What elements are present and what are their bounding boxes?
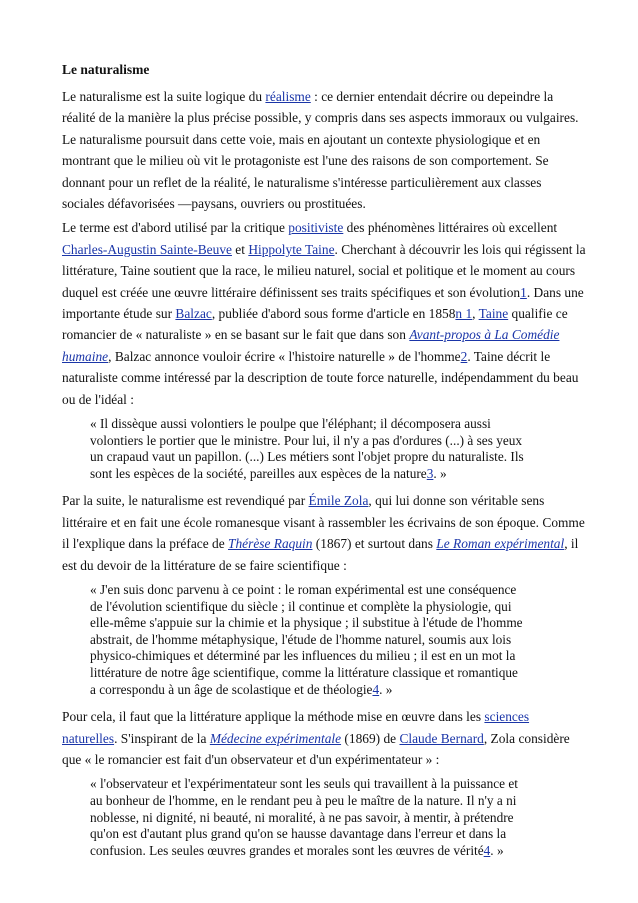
quote-line: au bonheur de l'homme, en le rendant peu à peu le maître de la nature. Il n'y a ni	[90, 793, 517, 809]
text: a correspondu à un âge de scolastique et de théologie	[90, 681, 373, 697]
text: . S'inspirant de la	[114, 730, 210, 746]
text: Pour cela, il faut que la littérature applique la méthode mise en œuvre dans les	[62, 709, 485, 725]
text: . »	[379, 681, 393, 697]
quote-line: noblesse, ni dignité, ni beauté, ni moralité, à ne pas savoir, à mentir, à prétendre	[90, 809, 514, 825]
paragraph-methode	[62, 706, 586, 770]
text: des phénomènes littéraires où excellent	[343, 220, 558, 236]
quote-zola-observateur	[90, 776, 586, 859]
link-positiviste[interactable]: positiviste	[288, 220, 344, 236]
link-avant-propos[interactable]: Avant-propos à La Comédie humaine	[62, 327, 560, 364]
quote-line: « J'en suis donc parvenu à ce point : le roman expérimental est une conséquence	[90, 582, 517, 598]
link-therese-raquin[interactable]: Thérèse Raquin	[228, 536, 313, 552]
text: (1869) de	[341, 730, 400, 746]
text: sont les espèces de la société, pareilles aux espèces de la nature	[90, 465, 427, 481]
link-sciences-naturelles[interactable]: sciences naturelles	[62, 709, 530, 746]
quote-line: un crapaud vaut un papillon. (...) Les métiers sont l'objet propre du naturaliste. Ils	[90, 449, 524, 465]
text: , publiée d'abord sous forme d'article en 1858	[211, 306, 456, 322]
quote-line: de l'évolution scientifique du siècle ; il continue et complète la physiologie, qui	[90, 598, 512, 614]
text: et	[231, 241, 249, 257]
quote-line: physico-chimiques et déterminé par les influences du milieu ; il est en un mot la	[90, 648, 516, 664]
text: . Taine décrit le naturaliste comme intéressé par la description de toute force naturelle, indépendamment du beau ou de l'idéal :	[62, 348, 579, 407]
link-claude-bernard[interactable]: Claude Bernard	[399, 730, 484, 746]
link-medecine-experimentale[interactable]: Médecine expérimentale	[209, 730, 342, 746]
link-hippolyte-taine[interactable]: Hippolyte Taine	[248, 241, 335, 257]
text: , qui lui donne son véritable sens littéraire et en fait une école romanesque visant à rassembler les écrivains de son époque. Comme il l'explique dans la préface de	[62, 493, 585, 552]
quote-line	[90, 466, 586, 483]
link-emile-zola[interactable]: Émile Zola	[308, 493, 369, 509]
text: , Balzac annonce vouloir écrire « l'histoire naturelle » de l'homme	[108, 348, 461, 364]
quote-line: volontiers le portier que le ministre. Pour lui, il n'y a pas d'ordures (...) à ses yeux	[90, 432, 523, 448]
text: . Cherchant à découvrir les lois qui régissent la littérature, Taine soutient que la race, le milieu naturel, social et politique et le moment au cours duquel est créée une œuvre littéraire définissent ses traits spécifiques et son évolution	[62, 241, 586, 300]
quote-taine	[90, 416, 586, 482]
text: . »	[433, 465, 447, 481]
text: , Zola considère que « le romancier est fait d'un observateur et d'un expérimentateur » :	[62, 730, 570, 768]
quote-line: qu'on est d'autant plus grand qu'on se hausse davantage dans l'erreur et dans la	[90, 826, 507, 842]
text: Le naturalisme est la suite logique du	[62, 89, 266, 104]
text: . Dans une importante étude sur	[62, 284, 584, 322]
quote-zola-roman	[90, 582, 586, 698]
footnote-ref-2[interactable]: 2	[460, 348, 468, 364]
quote-line: littérature de notre âge scientifique, comme la littérature classique et romantique	[90, 665, 518, 681]
quote-line: elle-même s'appuie sur la chimie et la physique ; il substitue à l'étude de l'homme	[90, 615, 523, 631]
link-realisme[interactable]: réalisme	[265, 89, 311, 104]
footnote-ref-4b[interactable]: 4	[483, 842, 491, 858]
text: : ce dernier entendait décrire ou depeindre la réalité de la manière la plus précise possible, y compris dans ses aspects immoraux ou vulgaires. Le naturalisme poursuit dans cette voie, mais en ajoutant un contexte physiologique et en montrant que le milieu où vit le protagoniste est l'une des raisons de son comportement. Se donnant pour un reflet de la réalité, le naturalisme s'intéresse particulièrement aux classes sociales défavorisées —paysans, ouvriers ou prostituées.	[62, 89, 579, 212]
quote-line: « Il dissèque aussi volontiers le poulpe que l'éléphant; il décomposera aussi	[90, 416, 491, 432]
note-ref-n1[interactable]: n 1	[455, 306, 473, 322]
text: (1867) et surtout dans	[312, 536, 437, 552]
link-taine[interactable]: Taine	[478, 306, 509, 322]
footnote-ref-3[interactable]: 3	[426, 465, 434, 481]
text: . »	[490, 842, 504, 858]
text: Le terme est d'abord utilisé par la critique	[62, 220, 289, 236]
text: Par la suite, le naturalisme est revendiqué par	[62, 493, 309, 509]
text: ,	[472, 306, 479, 322]
link-roman-experimental[interactable]: Le Roman expérimental	[436, 536, 565, 552]
footnote-ref-4[interactable]: 4	[372, 681, 380, 697]
quote-line: abstrait, de l'homme métaphysique, l'étude de l'homme naturel, soumis aux lois	[90, 631, 512, 647]
link-balzac[interactable]: Balzac	[175, 306, 212, 322]
footnote-ref-1[interactable]: 1	[520, 284, 527, 300]
paragraph-taine	[62, 217, 586, 410]
paragraph-zola	[62, 490, 586, 576]
link-sainte-beuve[interactable]: Charles-Augustin Sainte-Beuve	[62, 241, 232, 257]
quote-line: « l'observateur et l'expérimentateur sont les seuls qui travaillent à la puissance et	[90, 776, 518, 792]
section-title: Le naturalisme	[62, 62, 150, 77]
quote-line	[90, 682, 586, 699]
text: , il est du devoir de la littérature de se faire scientifique :	[62, 536, 579, 573]
text: confusion. Les seules œuvres grandes et morales sont les œuvres de vérité	[90, 842, 484, 858]
quote-line	[90, 843, 586, 860]
paragraph-realisme	[62, 86, 586, 214]
text: qualifie ce romancier de « naturaliste » en se basant sur le fait que dans son	[62, 306, 568, 343]
